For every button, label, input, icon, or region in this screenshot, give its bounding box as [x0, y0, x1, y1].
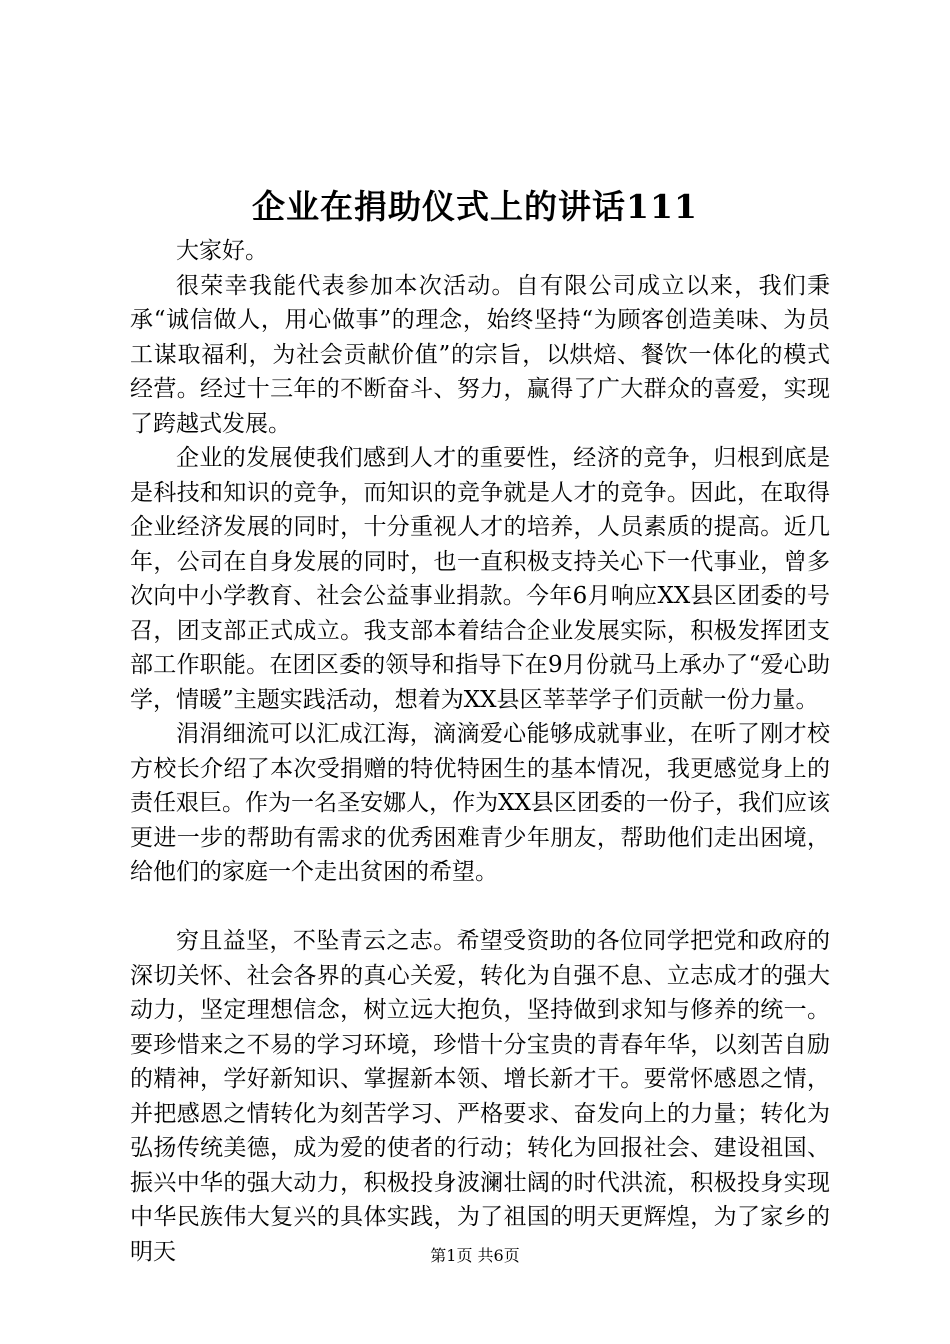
paragraph-greeting: 大家好。 — [176, 238, 268, 264]
document-body — [130, 234, 830, 1269]
paragraph: 很荣幸我能代表参加本次活动。自有限公司成立以来，我们秉承“诚信做人，用心做事”的理念，始终坚持“为顾客创造美味、为员工谋取福利，为社会贡献价值”的宗旨，以烘焙、餐饮一体化的模式经营。经过十三年的不断奋斗、努力，赢得了广大群众的喜爱，实现了跨越式发展。 — [130, 272, 830, 437]
paragraph: 穷且益坚，不坠青云之志。希望受资助的各位同学把党和政府的深切关怀、社会各界的真心关爱，转化为自强不息、立志成才的强大动力，坚定理想信念，树立远大抱负，坚持做到求知与修养的统一。要珍惜来之不易的学习环境，珍惜十分宝贵的青春年华，以刻苦自励的精神，学好新知识、掌握新本领、增长新才干。要常怀感恩之情，并把感恩之情转化为刻苦学习、严格要求、奋发向上的力量；转化为弘扬传统美德，成为爱的使者的行动；转化为回报社会、建设祖国、振兴中华的强大动力，积极投身波澜壮阔的时代洪流，积极投身实现中华民族伟大复兴的具体实践，为了祖国的明天更辉煌，为了家乡的明天 — [130, 928, 830, 1265]
paragraph: 企业的发展使我们感到人才的重要性，经济的竞争，归根到底是是科技和知识的竞争，而知识的竞争就是人才的竞争。因此，在取得企业经济发展的同时，十分重视人才的培养，人员素质的提高。近几年，公司在自身发展的同时，也一直积极支持关心下一代事业，曾多次向中小学教育、社会公益事业捐款。今年6月响应XX县区团委的号召，团支部正式成立。我支部本着结合企业发展实际，积极发挥团支部工作职能。在团区委的领导和指导下在9月份就马上承办了“爱心助学，情暖”主题实践活动，想着为XX县区莘莘学子们贡献一份力量。 — [130, 445, 830, 713]
paragraph: 涓涓细流可以汇成江海，滴滴爱心能够成就事业，在听了刚才校方校长介绍了本次受捐赠的特优特困生的基本情况，我更感觉身上的责任艰巨。作为一名圣安娜人，作为XX县区团委的一份子，我们应该更进一步的帮助有需求的优秀困难青少年朋友，帮助他们走出困境，给他们的家庭一个走出贫困的希望。 — [130, 721, 830, 885]
document-title: 企业在捐助仪式上的讲话111 — [252, 187, 698, 226]
page-number-footer: 第1页 共6页 — [430, 1246, 520, 1265]
